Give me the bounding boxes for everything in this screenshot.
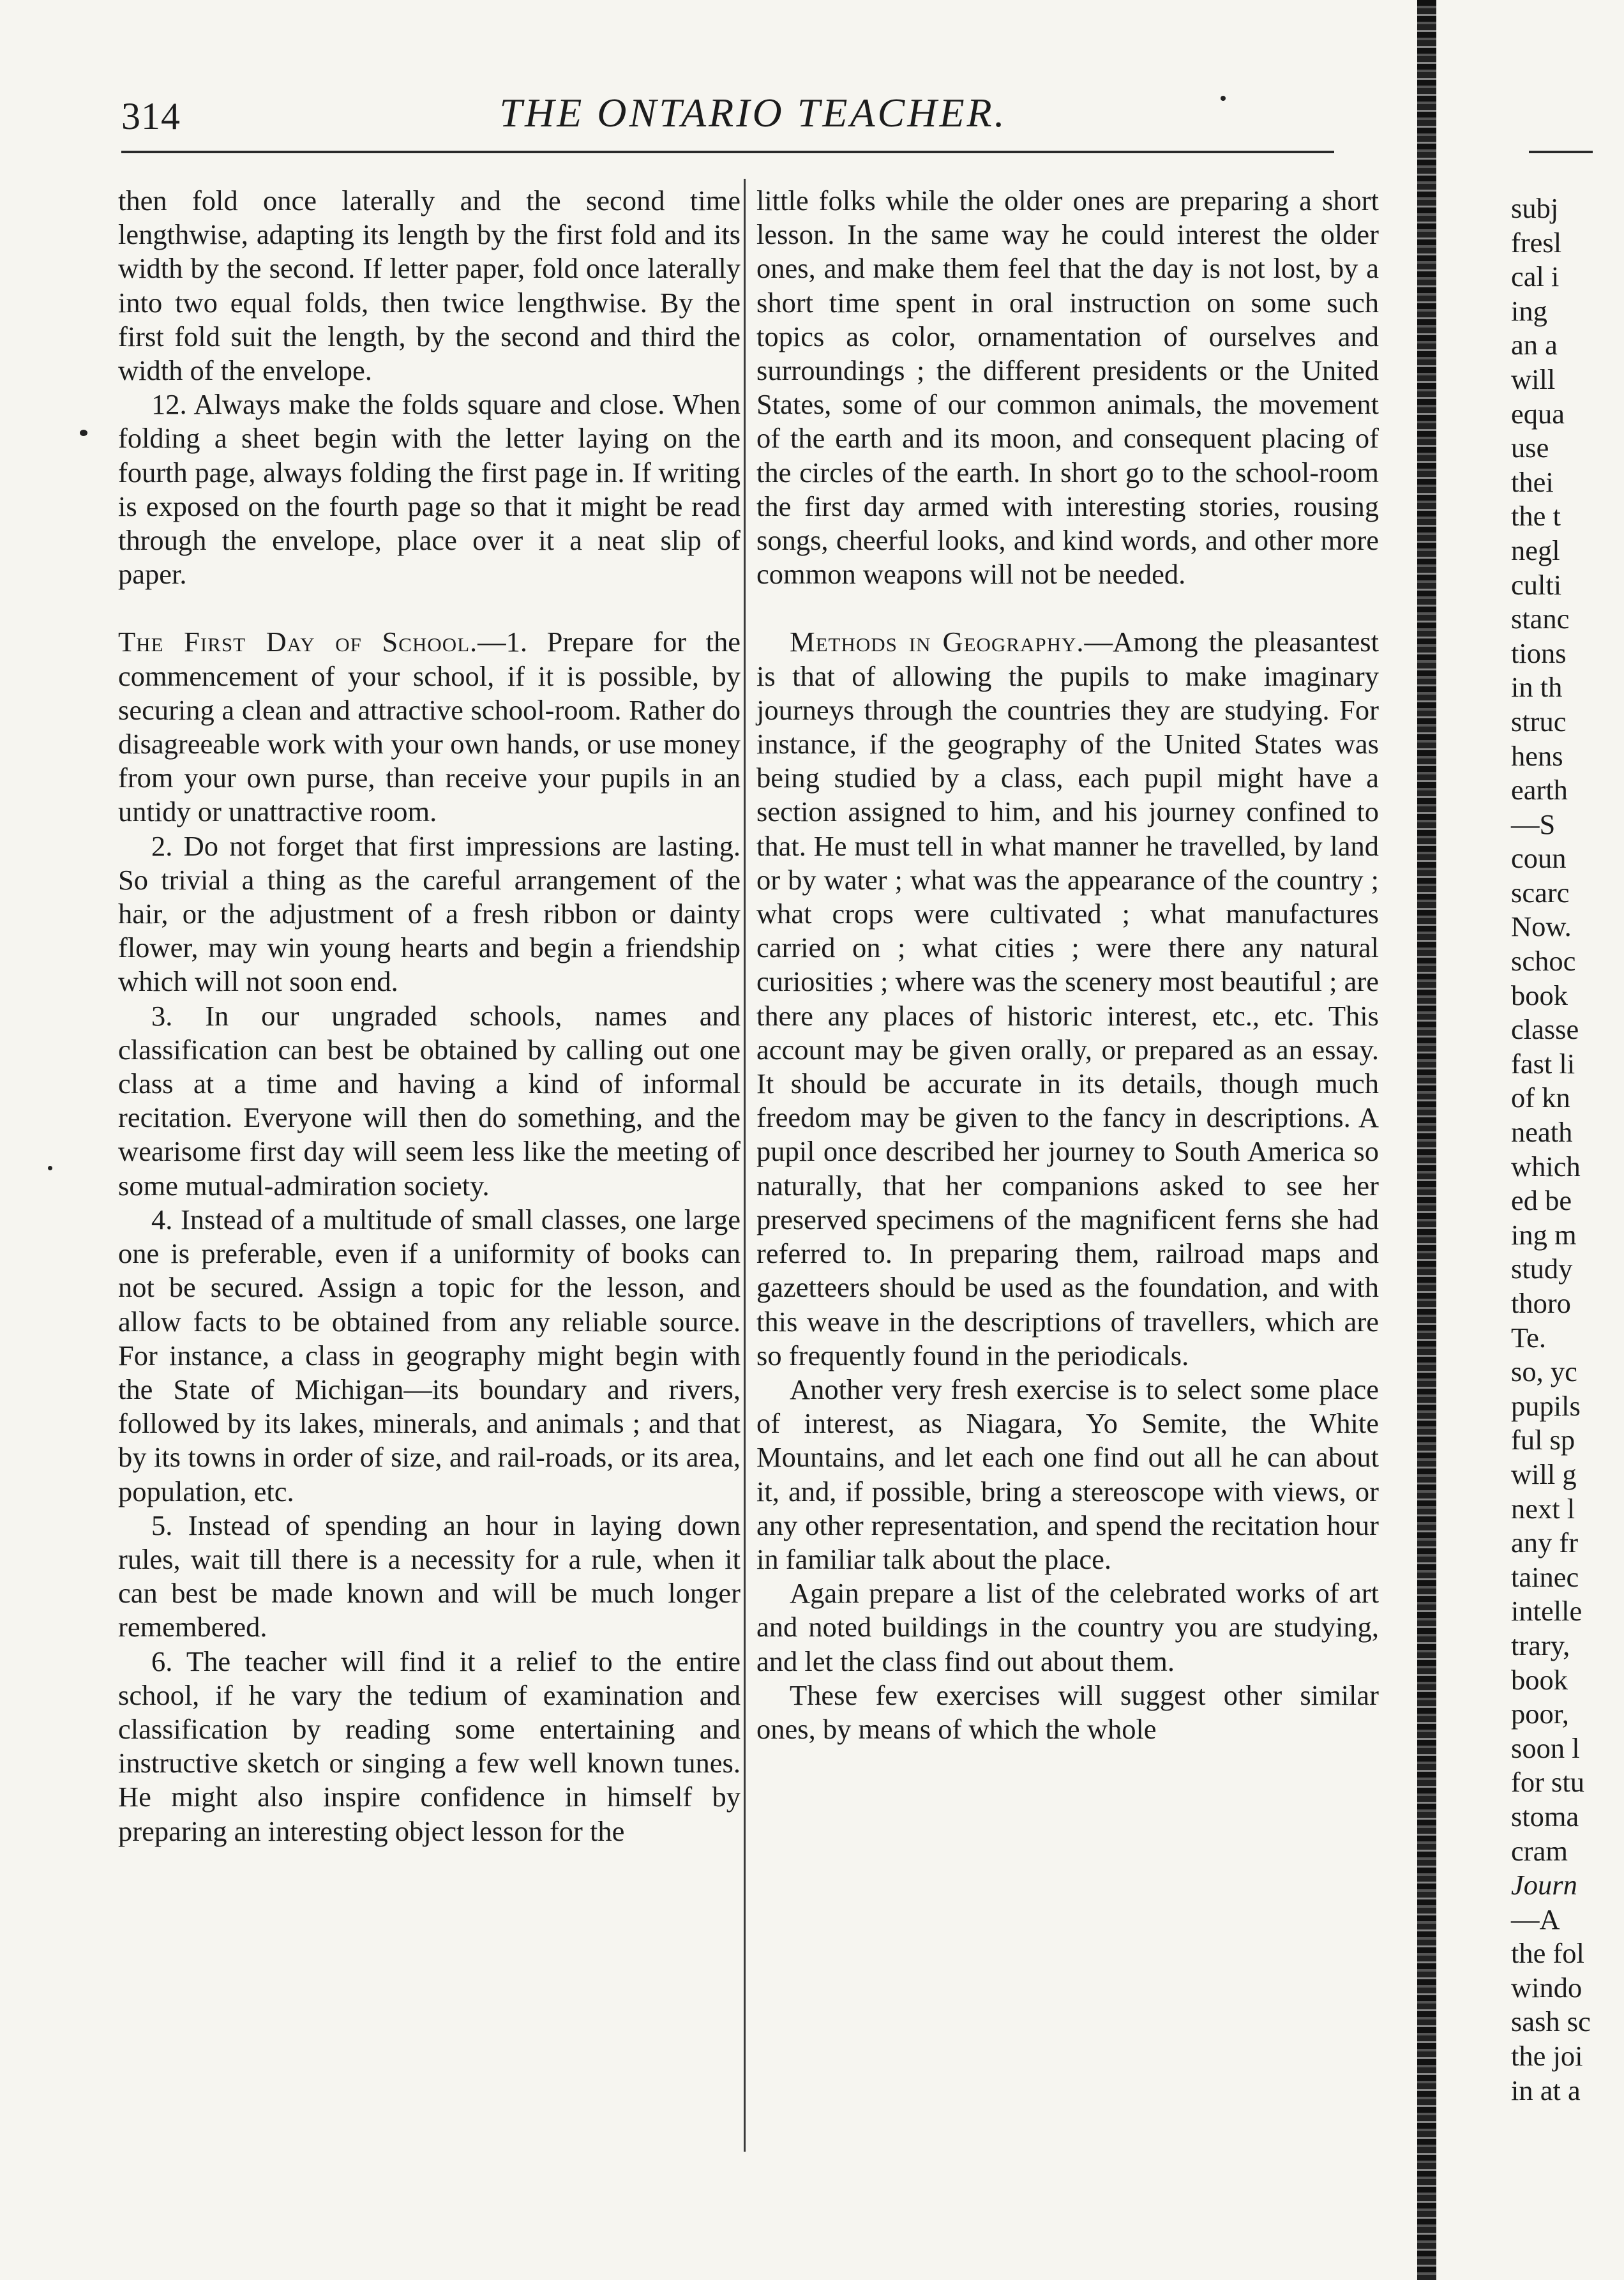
section-heading: Methods in Geography. [790, 626, 1085, 658]
edge-text-line: struc [1511, 705, 1567, 737]
edge-text-line: of kn [1511, 1082, 1570, 1114]
paragraph: 2. Do not forget that first impressions are lasting. So trivial a thing as the careful arrangement of the hair, or the adjustment of a fresh ribbon or dainty flower, may win young hearts and begin a friendship which will not soon end. [118, 829, 741, 998]
edge-text-line: Te. [1511, 1321, 1546, 1354]
edge-text-line: which [1511, 1150, 1581, 1182]
section-first-day [118, 625, 741, 829]
edge-text-line: will [1511, 363, 1556, 395]
column-divider [744, 179, 746, 2152]
edge-text-line: pupils [1511, 1389, 1581, 1422]
edge-text-line: equa [1511, 397, 1565, 430]
edge-text-line: negl [1511, 534, 1560, 566]
paragraph: then fold once laterally and the second time lengthwise, adapting its length by the first fold and its width by the second. If letter paper, fold once laterally into two equal folds, then twice lengthwise. By the first fold suit the length, by the second and third the width of the envelope. [118, 185, 741, 387]
edge-text-line: windo [1511, 1971, 1583, 2004]
edge-text-line: culti [1511, 568, 1562, 601]
edge-text-line: neath [1511, 1116, 1573, 1149]
edge-text-line: intelle [1511, 1595, 1583, 1627]
edge-text-line: use [1511, 432, 1549, 464]
section-lead-text: —1. Prepare for the commencement of your school, if it is possible, by securing a clean and attractive school-room. Rather do disagreeable work with your own hands, or use money from your own purse, than receive your pupils in an untidy or unattractive room. [118, 626, 741, 828]
section-heading: The First Day of School. [118, 626, 478, 658]
page-number: 314 [121, 95, 181, 137]
scan-speck [1221, 96, 1226, 101]
edge-text-line: for stu [1511, 1766, 1584, 1799]
paragraph: little folks while the older ones are preparing a short lesson. In the same way he could interest the older ones, and make them feel that the day is not lost, by a short time spent in oral instruction on some such topics as color, ornamentation of ourselves and surroundings ; the different presidents or the United States, some of our common animals, the movement of the earth and its moon, and consequent placing of the circles of the earth. In short go to the school-room the first day armed with interesting stories, rousing songs, cheerful looks, and kind words, and other more common weapons will not be needed. [756, 185, 1379, 591]
section-lead-text: —Among the pleasantest is that of allowing the pupils to make imaginary journeys through the countries they are studying. For instance, if the geography of the United States was being studied by a class, each pupil might have a section assigned to him, and his journey confined to that. He must tell in what manner he travelled, by land or by water ; what was the appearance of the country ; what crops were cultivated ; what manufactures carried on ; what cities ; were there any natural curiosities ; where was the scenery most beautiful ; are there any places of historic interest, etc., etc. This account may be given orally, or prepared as an essay. It should be accurate in its details, though much freedom may be given to the fancy in descriptions. A pupil once described her journey to South America so naturally, that her companions asked to see her preserved specimens of the magnificent ferns she had referred to. In preparing them, railroad maps and gazetteers should be used as the foundation, and with this weave in the descriptions of travellers, which are so frequently found in the periodicals. [756, 626, 1379, 1371]
edge-text-line: ful sp [1511, 1424, 1575, 1456]
edge-text-line: earth [1511, 774, 1568, 806]
edge-text-line: subj [1511, 192, 1559, 224]
edge-text-line: so, yc [1511, 1355, 1577, 1388]
edge-text-line: book [1511, 979, 1568, 1011]
edge-text-line: fast li [1511, 1047, 1575, 1080]
edge-text-line: study [1511, 1253, 1573, 1285]
edge-text-line: thei [1511, 465, 1554, 498]
edge-text-line: —A [1511, 1903, 1560, 1935]
edge-text-line: an a [1511, 329, 1558, 361]
edge-text-line: in at a [1511, 2074, 1581, 2106]
paragraph: These few exercises will suggest other similar ones, by means of which the whole [756, 1679, 1379, 1745]
edge-text-line: scarc [1511, 876, 1570, 909]
edge-text-line: book [1511, 1663, 1568, 1696]
next-page-header-rule [1529, 151, 1593, 153]
edge-text-line: in th [1511, 671, 1563, 704]
scan-speck [48, 1166, 52, 1170]
edge-text-line: cram [1511, 1834, 1568, 1867]
edge-text-line: Journ [1511, 1869, 1577, 1901]
edge-text-line: schoc [1511, 945, 1576, 978]
edge-text-line: poor, [1511, 1698, 1569, 1730]
edge-text-line: ing [1511, 294, 1547, 327]
scan-speck [80, 430, 87, 436]
edge-text-line: thoro [1511, 1287, 1571, 1319]
paragraph: 5. Instead of spending an hour in laying down rules, wait till there is a necessity for a rule, when it can best be made known and will be much longer remembered. [118, 1509, 741, 1643]
running-title: THE ONTARIO TEACHER. [499, 90, 1007, 135]
edge-text-line: Now. [1511, 910, 1572, 943]
right-column [756, 184, 1379, 1746]
paragraph: 4. Instead of a multitude of small classes, one large one is preferable, even if a uniformity of books can not be secured. Assign a topic for the lesson, and allow facts to be obtained from any reliable source. For instance, a class in geography might begin with the State of Michigan—its boundary and rivers, followed by its lakes, minerals, and animals ; and that by its towns in order of size, and rail-roads, or its area, population, etc. [118, 1203, 741, 1507]
section-geography [756, 625, 1379, 1372]
edge-text-line: hens [1511, 739, 1563, 772]
paragraph: 12. Always make the folds square and close. When folding a sheet begin with the letter laying on the fourth page, always folding the first page in. If writing is exposed on the fourth page so that it might be read through the envelope, place over it a neat slip of paper. [118, 388, 741, 591]
paragraph: 3. In our ungraded schools, names and classification can best be obtained by calling out one class at a time and having a kind of informal recitation. Everyone will then do something, and the wearisome first day will seem less like the meeting of some mutual-admiration society. [118, 999, 741, 1202]
edge-text-line: coun [1511, 842, 1567, 875]
edge-text-line: fresl [1511, 226, 1562, 259]
book-spine [1417, 0, 1436, 2280]
edge-text-line: the t [1511, 500, 1561, 532]
edge-text-line: classe [1511, 1013, 1579, 1046]
edge-text-line: stanc [1511, 603, 1570, 635]
edge-text-line: tions [1511, 637, 1567, 669]
paragraph: Another very fresh exercise is to select some place of interest, as Niagara, Yo Semite, the White Mountains, and let each one find out all he can about it, and, if possible, bring a stereoscope with views, or any other representation, and spend the recitation hour in familiar talk about the place. [756, 1373, 1379, 1575]
edge-text-line: the fol [1511, 1937, 1584, 1970]
edge-text-line: soon l [1511, 1732, 1580, 1764]
next-page-edge-text [1511, 192, 1624, 2108]
paragraph: 6. The teacher will find it a relief to the entire school, if he vary the tedium of examination and classification by reading some entertaining and instructive sketch or singing a few well known tunes. He might also inspire confidence in himself by preparing an interesting object lesson for the [118, 1645, 741, 1847]
edge-text-line: ed be [1511, 1184, 1572, 1217]
edge-text-line: —S [1511, 808, 1556, 840]
edge-text-line: next l [1511, 1492, 1575, 1525]
edge-text-line: ing m [1511, 1218, 1577, 1251]
edge-text-line: the joi [1511, 2040, 1583, 2072]
edge-text-line: will g [1511, 1458, 1577, 1490]
paragraph: Again prepare a list of the celebrated works of art and noted buildings in the country you are studying, and let the class find out about them. [756, 1577, 1379, 1677]
edge-text-line: cal i [1511, 260, 1560, 293]
edge-text-line: sash sc [1511, 2005, 1591, 2038]
edge-text-line: any fr [1511, 1527, 1579, 1559]
edge-text-line: trary, [1511, 1629, 1570, 1661]
edge-text-line: stoma [1511, 1800, 1579, 1832]
left-column [118, 184, 741, 1848]
header-rule [121, 151, 1334, 153]
edge-text-line: tainec [1511, 1560, 1579, 1593]
